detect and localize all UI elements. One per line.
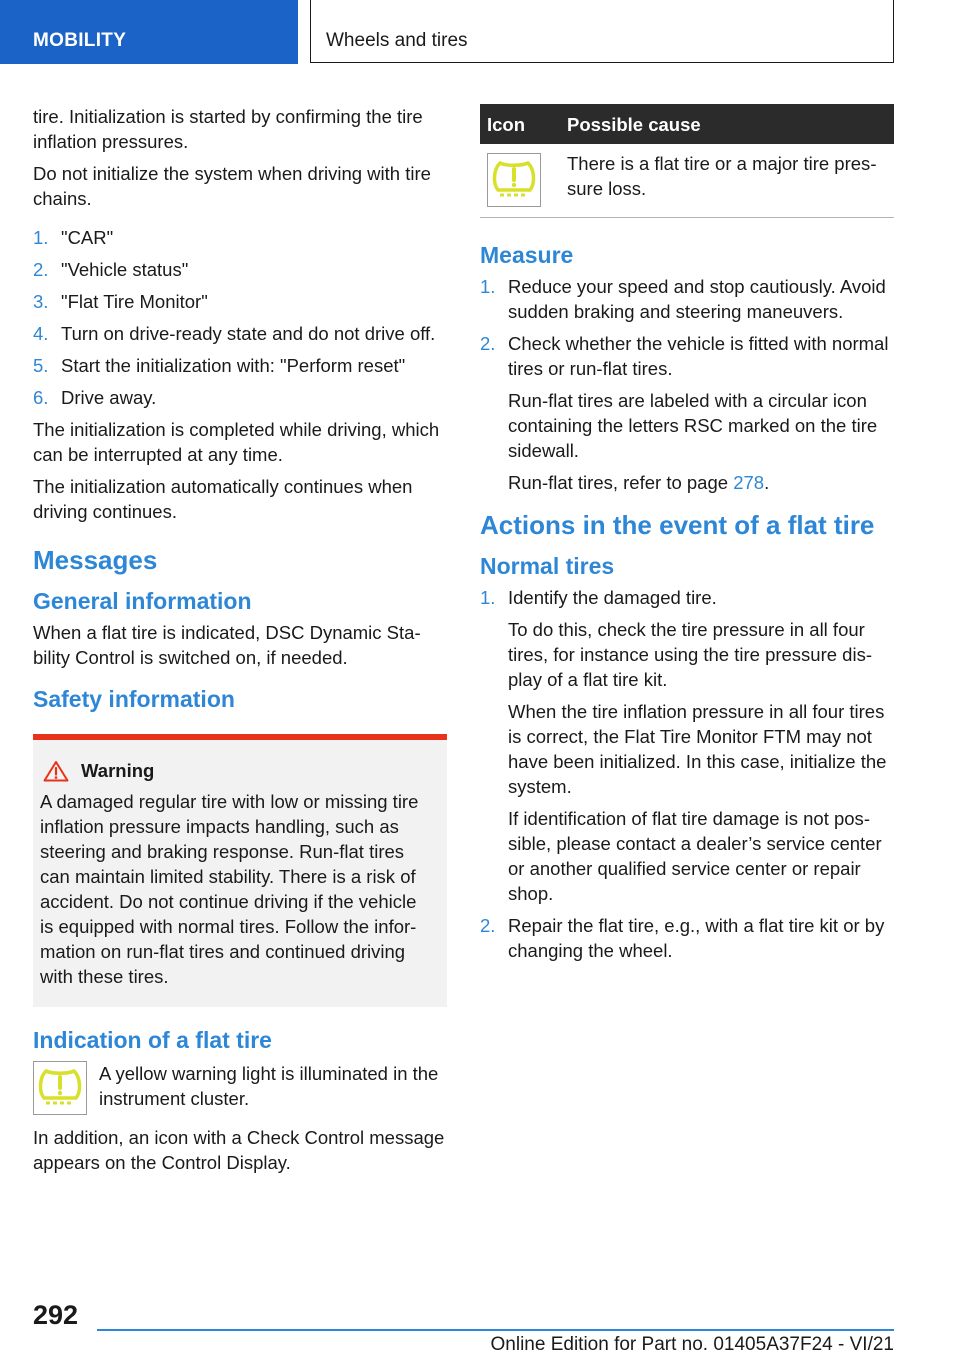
step-subparagraph: When the tire inflation pressure in all four tires is correct, the Flat Tire Monitor FTM may not have been initialized. In this case, initialize the system. [508, 701, 887, 797]
heading-normal-tires: Normal tires [480, 553, 615, 579]
reference-text: Run-flat tires, refer to page [508, 472, 734, 493]
list-item [480, 585, 895, 906]
list-item [480, 331, 895, 495]
section-title: MOBILITY [33, 30, 127, 51]
init-steps [33, 225, 447, 410]
footer-divider [97, 1329, 894, 1331]
step-number: 4. [33, 323, 49, 344]
step-number: 6. [33, 387, 49, 408]
list-item [480, 274, 895, 324]
heading-indication: Indication of a flat tire [33, 1027, 272, 1053]
list-item [33, 225, 447, 250]
step-number: 2. [480, 333, 496, 354]
step-text: Start the initialization with: "Perform reset" [61, 355, 406, 376]
step-text: "Vehicle status" [61, 259, 189, 280]
step-text: Drive away. [61, 387, 157, 408]
step-subparagraph: To do this, check the tire pressure in all four tires, for instance using the tire pressure display of a flat tire kit. [508, 619, 873, 690]
step-text: "CAR" [61, 227, 114, 248]
page-reference-link[interactable]: 278 [733, 472, 765, 493]
cause-table [480, 104, 894, 218]
heading-actions: Actions in the event of a flat tire [480, 510, 875, 540]
indication-text: A yellow warning light is illuminated in the instrument cluster. [99, 1063, 439, 1109]
list-item [33, 321, 447, 346]
heading-safety-information: Safety information [33, 686, 235, 712]
page-number: 292 [33, 1300, 79, 1330]
heading-messages: Messages [33, 545, 158, 575]
warning-triangle-icon [43, 760, 69, 782]
column-header-icon: Icon [480, 104, 560, 144]
right-column [480, 104, 895, 970]
step-text: Identify the damaged tire. [508, 587, 717, 608]
table-row [480, 144, 894, 218]
step-text: Check whether the vehicle is fitted with normal tires or run-flat tires. [508, 333, 889, 379]
indication-row [33, 1061, 447, 1115]
heading-general-information: General information [33, 588, 252, 614]
edition-text: Online Edition for Part no. 01405A37F24 - VI/21 [490, 1334, 894, 1355]
table-header-row [480, 104, 894, 144]
tire-pressure-warning-icon [487, 153, 541, 207]
paragraph: The initialization is completed while driving, which can be interrupted at any time. [33, 419, 440, 465]
normal-tire-steps [480, 585, 895, 963]
list-item [33, 289, 447, 314]
chapter-title: Wheels and tires [326, 30, 468, 51]
paragraph: The initialization automatically continues when driving continues. [33, 476, 413, 522]
step-number: 5. [33, 355, 49, 376]
table-cell-cause: There is a flat tire or a major tire pressure loss. [560, 144, 894, 218]
section-tab [0, 0, 298, 64]
warning-box [33, 734, 447, 1007]
step-number: 2. [480, 915, 496, 936]
paragraph: When a flat tire is indicated, DSC Dynamic Stability Control is switched on, if needed. [33, 622, 421, 668]
warning-title-text: Warning [81, 760, 155, 781]
step-text: Repair the flat tire, e.g., with a flat tire kit or by changing the wheel. [508, 915, 885, 961]
list-item [480, 913, 895, 963]
heading-measure: Measure [480, 242, 574, 268]
list-item [33, 257, 447, 282]
chapter-tab [310, 0, 894, 63]
step-text: Turn on drive-ready state and do not drive off. [61, 323, 436, 344]
step-number: 1. [33, 227, 49, 248]
list-item [33, 385, 447, 410]
list-item [33, 353, 447, 378]
tire-pressure-warning-icon [33, 1061, 87, 1115]
warning-title [43, 758, 433, 783]
table-cell-icon [480, 144, 560, 218]
reference-end: . [764, 472, 770, 493]
step-number: 1. [480, 587, 496, 608]
step-number: 2. [33, 259, 49, 280]
step-text: Reduce your speed and stop cautiously. Avoid sudden braking and steering maneuvers. [508, 276, 886, 322]
column-header-cause: Possible cause [560, 104, 894, 144]
measure-steps [480, 274, 895, 495]
warning-text: A damaged regular tire with low or missing tire inflation pressure impacts handling, such as steering and braking response. Run-flat tires can maintain limited stability. There is a risk of accident. Do not continue driving if the vehicle is equipped with normal tires. Follow the information on run-flat tires and continued driving with these tires. [40, 791, 419, 987]
step-subparagraph: If identification of flat tire damage is not possible, please contact a dealer’s service center or another qualified service center or repair shop. [508, 808, 882, 904]
paragraph: tire. Initialization is started by confirming the tire inflation pressures. [33, 106, 423, 152]
paragraph: Do not initialize the system when driving with tire chains. [33, 163, 431, 209]
paragraph: In addition, an icon with a Check Control message appears on the Control Display. [33, 1127, 445, 1173]
step-subparagraph [508, 470, 895, 495]
step-text: "Flat Tire Monitor" [61, 291, 208, 312]
step-number: 3. [33, 291, 49, 312]
left-column [33, 104, 447, 1182]
step-number: 1. [480, 276, 496, 297]
step-subparagraph: Run-flat tires are labeled with a circular icon containing the letters RSC marked on the tire sidewall. [508, 390, 878, 461]
